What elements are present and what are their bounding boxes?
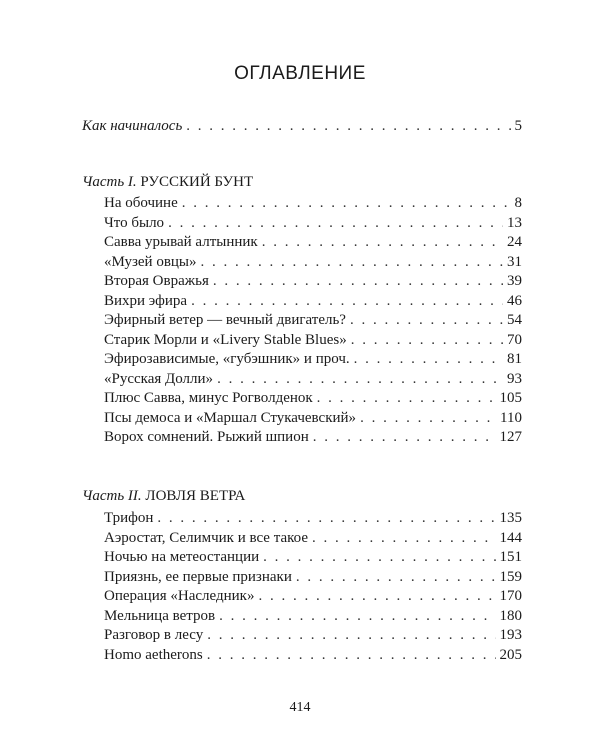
toc-entry-label: Что было [104,214,165,231]
toc-entry-page: 144 [499,529,522,546]
part-name: РУССКИЙ БУНТ [140,174,254,190]
leader-dots [207,625,495,645]
toc-entry[interactable] [104,330,522,350]
toc-entry-page: 159 [499,568,522,585]
toc-entry-label: Эфирозависимые, «губэшник» и проч. [104,351,350,367]
toc-entry-page: 39 [507,273,522,289]
toc-entry[interactable] [104,645,522,665]
part-prefix: Часть I. [82,174,137,190]
leader-dots [182,193,511,213]
toc-entry-page: 105 [499,390,522,406]
leader-dots [191,291,503,311]
toc-entry[interactable] [104,408,522,428]
toc-entry-page: 46 [507,292,522,309]
toc-entry-label: Эфирный ветер — вечный двигатель? [104,312,346,328]
toc-entry-label: Мельница ветров [104,607,216,624]
leader-dots [263,547,495,567]
toc-entry-page: 110 [500,409,522,426]
toc-entry-page: 13 [507,214,522,231]
toc-entry-label: Старик Морли и «Livery Stable Blues» [104,331,347,348]
toc-entry-label: Аэростат, Селимчик и все такое [104,529,308,546]
leader-dots [296,567,496,587]
leader-dots [258,586,495,606]
leader-dots [312,528,496,548]
toc-entry-label: Вихри эфира [104,292,188,309]
leader-dots [351,330,503,350]
leader-dots [207,645,496,665]
toc-entry-page: 170 [499,588,522,604]
part-prefix: Часть II. [82,488,142,504]
leader-dots [360,408,496,428]
toc-entry-label: Плюс Савва, минус Рогволденок [104,390,313,406]
leader-dots [157,508,495,528]
page-number: 414 [289,700,311,715]
leader-dots [217,369,503,389]
toc-entry[interactable] [104,349,522,369]
toc-entry-page: 180 [499,607,522,624]
toc-entry-page: 81 [507,351,522,367]
leader-dots [168,213,503,233]
toc-entry[interactable] [104,547,522,567]
toc-entry-page: 135 [499,510,522,526]
toc-entry[interactable] [104,193,522,213]
toc-entry[interactable] [104,388,522,408]
toc-entry-label: На обочине [104,195,178,211]
toc-entry-page: 193 [499,627,522,643]
toc-entry-label: Как начиналось [82,118,183,134]
toc-entry[interactable] [104,586,522,606]
leader-dots [213,271,503,291]
leader-dots [186,116,510,136]
leader-dots [219,606,495,626]
toc-entry-intro[interactable] [82,116,522,136]
toc-entry-page: 205 [499,646,522,663]
leader-dots [317,388,496,408]
toc-entry[interactable] [104,528,522,548]
leader-dots [354,349,503,369]
toc-entry[interactable] [104,252,522,272]
toc-entry[interactable] [104,606,522,626]
toc-entry[interactable] [104,310,522,330]
toc-entry[interactable] [104,427,522,447]
leader-dots [313,427,496,447]
leader-dots [201,252,503,272]
toc-entry-page: 5 [514,118,522,134]
toc-entry[interactable] [104,291,522,311]
leader-dots [350,310,503,330]
toc-entry-page: 70 [507,331,522,348]
toc-entry[interactable] [104,232,522,252]
toc-entry-label: Трифон [104,510,154,526]
toc-entry-label: Псы демоса и «Маршал Стукачевский» [104,409,357,426]
toc-entry-label: Операция «Наследник» [104,588,255,604]
toc-entry[interactable] [104,508,522,528]
part-heading-2 [82,486,245,506]
part-heading-1 [82,172,253,192]
toc-entry-page: 31 [507,253,522,270]
toc-entry-label: Савва урывай алтынник [104,234,258,250]
leader-dots [262,232,503,252]
toc-entry-page: 151 [499,549,522,565]
toc-entry[interactable] [104,369,522,389]
toc-entry-label: Приязнь, ее первые признаки [104,568,292,585]
toc-entry-label: «Музей овцы» [104,253,197,270]
toc-entry-label: Разговор в лесу [104,627,204,643]
toc-entry-label: «Русская Долли» [104,370,214,387]
page-title: ОГЛАВЛЕНИЕ [234,63,366,84]
toc-entry-page: 127 [499,429,522,445]
toc-entry-page: 8 [514,195,522,211]
toc-entry-page: 54 [507,312,522,328]
toc-entry[interactable] [104,567,522,587]
toc-entry-label: Homo aetherons [104,646,203,663]
toc-entry[interactable] [104,625,522,645]
toc-entry[interactable] [104,213,522,233]
toc-entry-page: 93 [507,370,522,387]
toc-entry[interactable] [104,271,522,291]
toc-entry-label: Ворох сомнений. Рыжий шпион [104,429,309,445]
toc-entry-label: Вторая Овражья [104,273,209,289]
toc-entry-label: Ночью на метеостанции [104,549,260,565]
part-name: ЛОВЛЯ ВЕТРА [145,488,246,504]
toc-entry-page: 24 [507,234,522,250]
